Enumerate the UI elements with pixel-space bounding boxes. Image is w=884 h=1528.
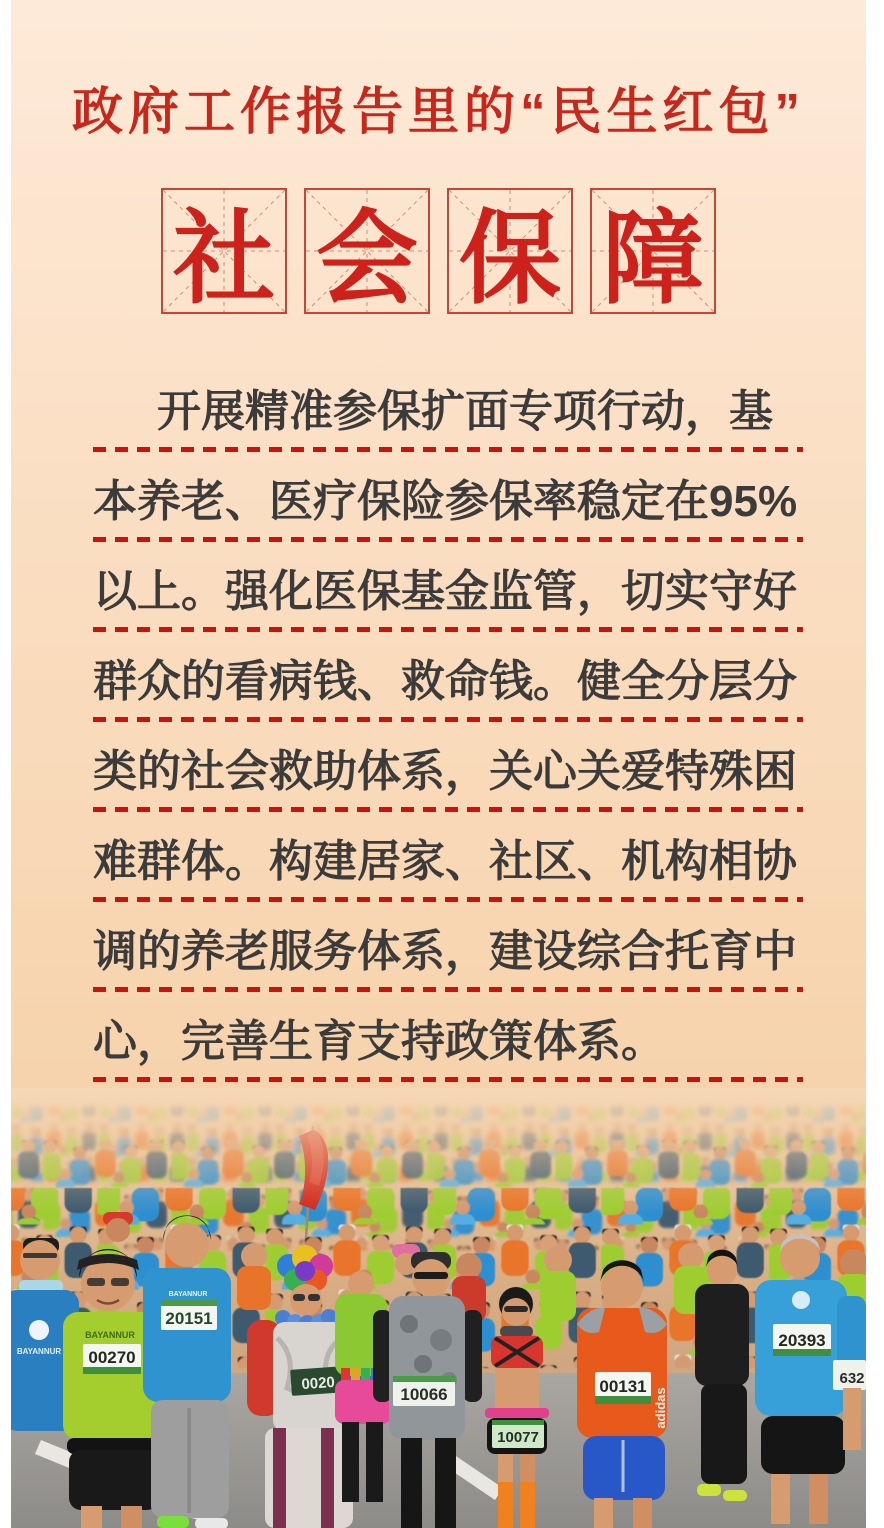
race-bib: [833, 1360, 866, 1390]
race-bib: [83, 1344, 141, 1374]
shirt-text: BAYANNUR: [16, 1347, 62, 1356]
char-grid-box-1: [161, 188, 287, 319]
haze-fade: [11, 1088, 866, 1213]
shirt-text: BAYANNUR: [85, 1330, 135, 1340]
dashed-divider: [93, 627, 803, 632]
race-bib: [161, 1300, 217, 1330]
calligraphy-char: 社: [173, 199, 275, 319]
race-bib: [492, 1420, 544, 1448]
body-line-1: 开展精准参保扩面专项行动，基: [93, 370, 805, 460]
bib-number: 20151: [165, 1309, 213, 1328]
body-line-4: 群众的看病钱、救命钱。健全分层分: [93, 640, 805, 730]
marathon-photo: [11, 1088, 866, 1528]
shirt-text: BAYANNUR: [168, 1291, 208, 1298]
body-paragraph: [93, 370, 805, 1090]
bib-number: 10066: [400, 1385, 448, 1404]
body-line-8: 心，完善生育支持政策体系。: [93, 1000, 805, 1090]
calligraphy-char: 保: [459, 199, 561, 319]
marathon-photo-illustration: [11, 1088, 866, 1528]
body-line-3: 以上。强化医保基金监管，切实守好: [93, 550, 805, 640]
bib-number: 00131: [599, 1377, 647, 1396]
bib-number: 632: [839, 1370, 865, 1387]
dashed-divider: [93, 1077, 803, 1082]
char-grid-box-2: [304, 188, 430, 319]
bib-number: 00270: [88, 1348, 136, 1367]
dashed-divider: [93, 447, 803, 452]
headline-character-row: [11, 188, 866, 319]
dashed-divider: [93, 537, 803, 542]
race-bib: [773, 1324, 831, 1356]
char-grid-box-4: [590, 188, 716, 319]
poster-content: [11, 0, 866, 1528]
race-bib: [393, 1376, 455, 1406]
dashed-divider: [93, 807, 803, 812]
race-bib: [595, 1372, 651, 1404]
dashed-divider: [93, 987, 803, 992]
bib-number: 0020: [300, 1373, 336, 1394]
brand-text: adidas: [653, 1387, 668, 1429]
bib-number: 20393: [778, 1331, 826, 1350]
page-title: 政府工作报告里的“民生红包”: [71, 83, 805, 140]
body-line-5: 类的社会救助体系，关心关爱特殊困: [93, 730, 805, 820]
char-grid-box-3: [447, 188, 573, 319]
body-line-2: 本养老、医疗保险参保率稳定在95%: [93, 460, 805, 550]
body-line-6: 难群体。构建居家、社区、机构相协: [93, 820, 805, 910]
dashed-divider: [93, 717, 803, 722]
bib-number: 10077: [497, 1429, 539, 1446]
calligraphy-char: 会: [316, 199, 418, 319]
calligraphy-char: 障: [602, 199, 704, 319]
body-line-7: 调的养老服务体系，建设综合托育中: [93, 910, 805, 1000]
dashed-divider: [93, 897, 803, 902]
